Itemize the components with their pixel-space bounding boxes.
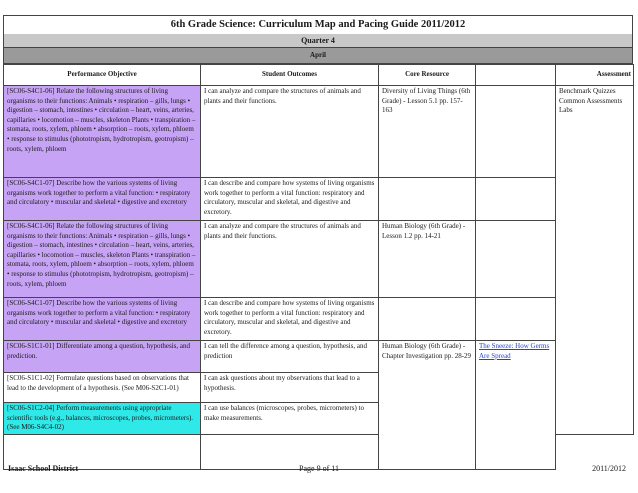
extra-cell — [476, 221, 556, 298]
extra-cell — [476, 341, 556, 470]
table-row — [4, 298, 634, 341]
header-row — [4, 65, 634, 86]
objective-cell: [SC06-S4C1-06] Relate the following structures of living organisms to their functions: Animals • respiration – gills, lungs • digestion – stomach, intestines • circulation – heart, veins, arteries, capillaries • locomotion – muscles, skeleton Plants • transpiration – stomata, roots, xylem, phloem • absorption – roots, xylem, phloem • response to stimulus (phototropism, hydrotropism, geotropism) – roots, xylem, phloem — [4, 86, 201, 178]
district-name: Isaac School District — [8, 464, 79, 473]
header-outcomes: Student Outcomes — [201, 65, 379, 86]
germs-link[interactable]: The Sneeze: How Germs Are Spread — [479, 342, 550, 360]
outcome-cell: I can ask questions about my observations that lead to a hypothesis. — [201, 373, 379, 403]
objective-cell: [SC06-S1C1-02] Formulate questions based on observations that lead to the development of a hypothesis. (See M06-S2C1-01) — [4, 373, 201, 403]
outcome-cell: I can describe and compare how systems of living organisms work together to perform a vital function: respiratory and circulatory, muscular and skeletal, and digestive and excretory. — [201, 178, 379, 221]
assessment-cell: Benchmark Quizzes Common Assessments Labs — [556, 86, 634, 435]
objective-cell: [SC06-S4C1-06] Relate the following structures of living organisms to their functions: Animals • respiration – gills, lungs • digestion – stomach, intestines • circulation – heart, veins, arteries, capillaries • locomotion – muscles, skeleton Plants • transpiration – stomata, roots, xylem, phloem • absorption – roots, xylem, phloem • response to stimulus (phototropism, hydrotropism, geotropism) – roots, xylem, phloem — [4, 221, 201, 298]
month-bar: April — [3, 48, 633, 64]
core-cell: Human Biology (6th Grade) - Chapter Investigation pp. 28-29 — [379, 341, 476, 470]
table-row — [4, 341, 634, 373]
outcome-cell: I can describe and compare how systems of living organisms work together to perform a vital function: respiratory and circulatory, muscular and skeletal, and digestive and excretory. — [201, 298, 379, 341]
objective-cell: [SC06-S4C1-07] Describe how the various systems of living organisms work together to perform a vital function: • respiratory and circulatory • muscular and skeletal • digestive and excretory — [4, 298, 201, 341]
header-core: Core Resource — [379, 65, 476, 86]
objective-cell: [SC06-S4C1-07] Describe how the various systems of living organisms work together to perform a vital function: • respiratory and circulatory • muscular and skeletal • digestive and excretory — [4, 178, 201, 221]
extra-cell — [476, 178, 556, 221]
page-title: 6th Grade Science: Curriculum Map and Pacing Guide 2011/2012 — [3, 15, 633, 35]
header-assessment: Assessment — [556, 65, 634, 86]
table-row — [4, 221, 634, 298]
table-row — [4, 178, 634, 221]
objective-cell: [SC06-S1C2-04] Perform measurements using appropriate scientific tools (e.g., balances, microscopes, probes, micrometers). (See M06-S4C4-02) — [4, 403, 201, 435]
core-cell — [379, 178, 476, 221]
outcome-cell: I can analyze and compare the structures of animals and plants and their functions. — [201, 86, 379, 178]
core-cell: Human Biology (6th Grade) - Lesson 1.2 pp. 14-21 — [379, 221, 476, 298]
outcome-cell: I can tell the difference among a question, hypothesis, and prediction — [201, 341, 379, 373]
quarter-bar: Quarter 4 — [3, 34, 633, 48]
school-year: 2011/2012 — [592, 464, 626, 473]
outcome-cell: I can analyze and compare the structures of animals and plants and their functions. — [201, 221, 379, 298]
page-number: Page 9 of 11 — [299, 464, 339, 473]
outcome-cell: I can use balances (microscopes, probes, micrometers) to make measurements. — [201, 403, 379, 435]
header-extra — [476, 65, 556, 86]
table-row — [4, 86, 634, 178]
extra-cell — [476, 298, 556, 341]
core-cell — [379, 298, 476, 341]
extra-cell — [476, 86, 556, 178]
curriculum-table — [3, 64, 634, 470]
header-objective: Performance Objective — [4, 65, 201, 86]
objective-cell: [SC06-S1C1-01] Differentiate among a question, hypothesis, and prediction. — [4, 341, 201, 373]
core-cell: Diversity of Living Things (6th Grade) - Lesson 5.1 pp. 157-163 — [379, 86, 476, 178]
